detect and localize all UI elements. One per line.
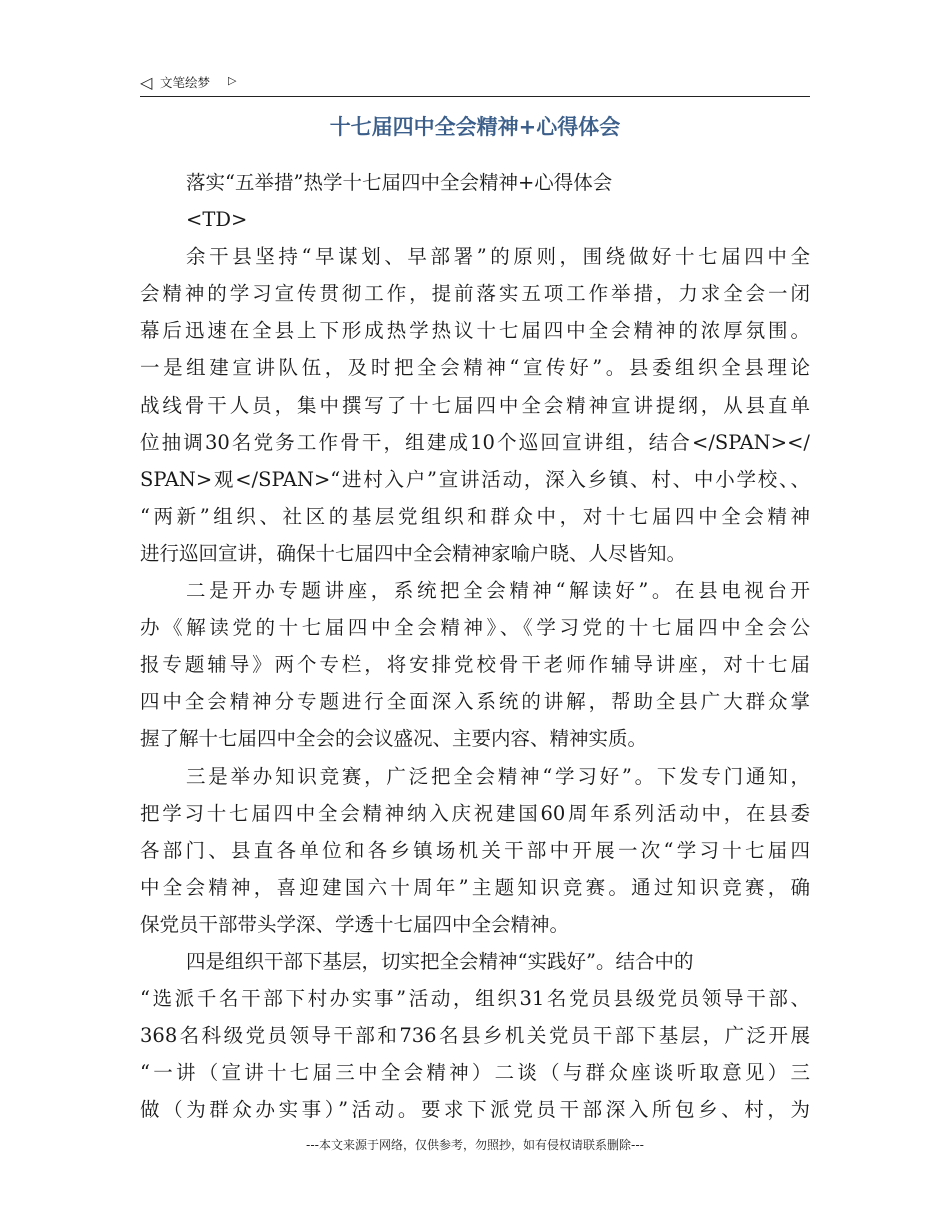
text-line: 各部门、县直各单位和各乡镇场机关干部中开展一次“学习十七届四: [140, 838, 810, 862]
text-line: <TD>: [186, 208, 248, 232]
text-line: 368名科级党员领导干部和736名县乡机关党员干部下基层，广泛开展: [140, 1024, 810, 1048]
left-triangle-icon: ◁: [140, 73, 153, 92]
text-line: 幕后迅速在全县上下形成热学热议十七届四中全会精神的浓厚氛围。: [140, 319, 810, 343]
text-line: 把学习十七届四中全会精神纳入庆祝建国60周年系列活动中，在县委: [140, 801, 810, 825]
brand-label: 文笔绘梦: [160, 75, 211, 90]
text-line: 做（为群众办实事）”活动。要求下派党员干部深入所包乡、村，为: [140, 1098, 810, 1122]
text-line: 位抽调30名党务工作骨干，组建成10个巡回宣讲组，结合</SPAN></: [140, 430, 810, 454]
text-line: “一讲（宣讲十七届三中全会精神）二谈（与群众座谈听取意见）三: [140, 1061, 810, 1085]
text-line: 余干县坚持“早谋划、早部署”的原则，围绕做好十七届四中全: [186, 245, 810, 269]
text-line: 四中全会精神分专题进行全面深入系统的讲解，帮助全县广大群众掌: [140, 690, 810, 714]
text-line: 保党员干部带头学深、学透十七届四中全会精神。: [140, 912, 570, 936]
text-line: 中全会精神，喜迎建国六十周年”主题知识竞赛。通过知识竞赛，确: [140, 875, 810, 899]
text-line: 办《解读党的十七届四中全会精神》、《学习党的十七届四中全会公: [140, 616, 810, 640]
text-line: “两新”组织、社区的基层党组织和群众中，对十七届四中全会精神: [140, 504, 810, 528]
right-triangle-icon: ▷: [228, 74, 237, 87]
text-line: 会精神的学习宣传贯彻工作，提前落实五项工作举措，力求全会一闭: [140, 282, 810, 306]
text-line: 报专题辅导》两个专栏，将安排党校骨干老师作辅导讲座，对十七届: [140, 653, 810, 677]
text-line: 握了解十七届四中全会的会议盛况、主要内容、精神实质。: [140, 727, 648, 751]
text-line: 战线骨干人员，集中撰写了十七届四中全会精神宣讲提纲，从县直单: [140, 393, 810, 417]
text-line: 四是组织干部下基层，切实把全会精神“实践好”。结合中的: [186, 949, 694, 973]
text-line: SPAN>观</SPAN>“进村入户”宣讲活动，深入乡镇、村、中小学校、、: [140, 467, 810, 491]
subtitle-line: 落实“五举措”热学十七届四中全会精神+心得体会: [186, 171, 613, 194]
page-header: [140, 72, 810, 97]
text-line: 进行巡回宣讲，确保十七届四中全会精神家喻户晓、人尽皆知。: [140, 541, 687, 565]
text-line: 一是组建宣讲队伍，及时把全会精神“宣传好”。县委组织全县理论: [140, 356, 810, 380]
text-line: 三是举办知识竞赛，广泛把全会精神“学习好”。下发专门通知，: [186, 764, 810, 788]
document-title: 十七届四中全会精神+心得体会: [329, 115, 621, 139]
page-footer-disclaimer: ---本文来源于网络，仅供参考，勿照抄，如有侵权请联系删除---: [306, 1138, 644, 1152]
document-body: [140, 164, 810, 1128]
text-line: “选派千名干部下村办实事”活动，组织31名党员县级党员领导干部、: [140, 987, 810, 1011]
text-line: 二是开办专题讲座，系统把全会精神“解读好”。在县电视台开: [186, 579, 810, 603]
